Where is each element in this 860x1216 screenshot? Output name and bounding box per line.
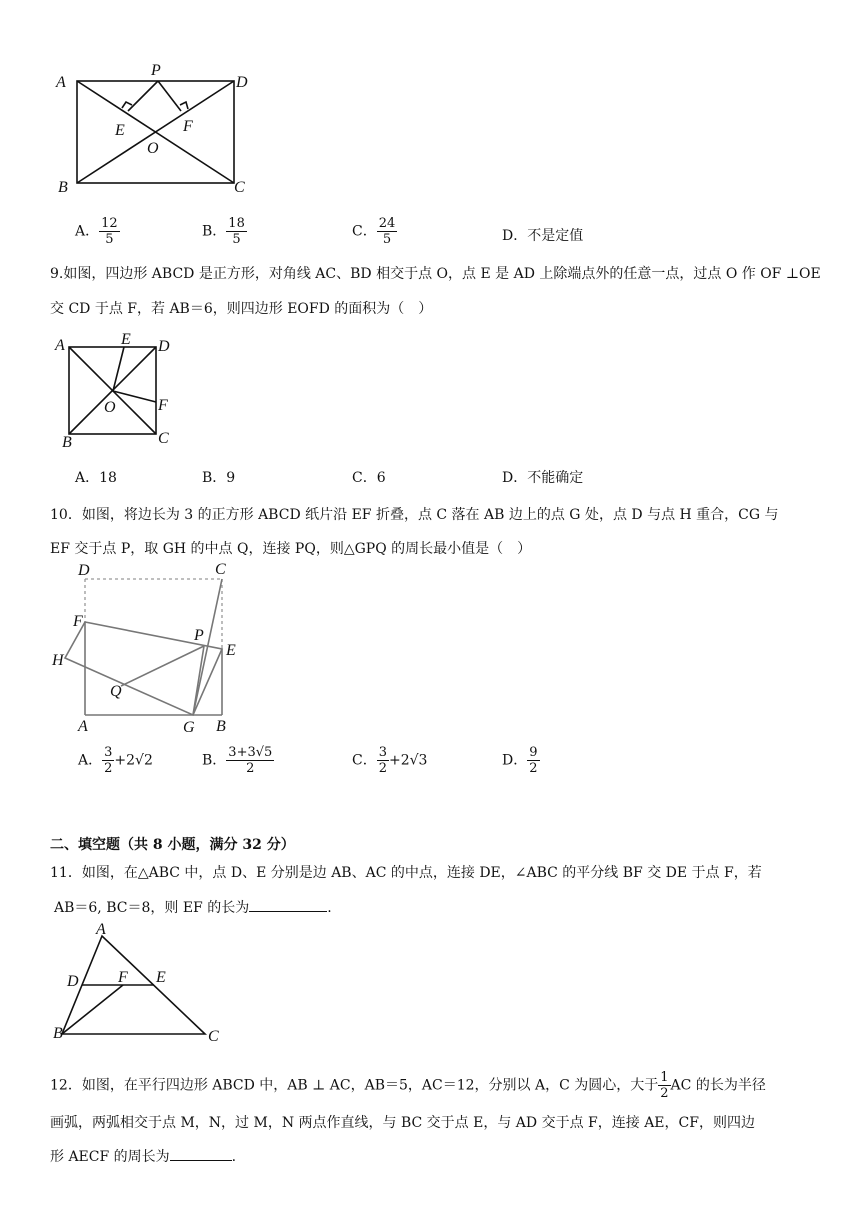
q9-label-d: D — [158, 338, 170, 355]
q9-option-d[interactable]: D．不能确定 — [502, 470, 584, 486]
q10-label-b: B — [216, 718, 226, 735]
q9-stem-line1: 9.如图，四边形 ABCD 是正方形，对角线 AC、BD 相交于点 O，点 E 是 AD 上除端点外的任意一点，过点 O 作 OF ⊥OE — [50, 266, 821, 282]
q9-option-c[interactable]: C．6 — [352, 470, 386, 486]
q10-label-f: F — [73, 613, 83, 630]
q11-stem-line2: AB＝6, BC＝8，则 EF 的长为 . — [54, 900, 332, 916]
q8-figure — [50, 55, 260, 200]
q11-label-a: A — [96, 921, 106, 938]
q8-option-d[interactable]: D．不是定值 — [502, 228, 584, 244]
q8-label-e: E — [115, 122, 125, 139]
q8-option-c[interactable]: C． $\frac{24}{5}$ — [352, 216, 396, 247]
q10-label-g: G — [183, 719, 195, 736]
q10-option-c[interactable]: C． $\frac{3}{2}$ +2√3 — [352, 745, 428, 776]
q10-option-d[interactable]: D． $\frac{9}{2}$ — [502, 745, 538, 776]
q11-label-c: C — [208, 1028, 219, 1045]
q10-stem-line2: EF 交于点 P，取 GH 的中点 Q，连接 PQ，则△GPQ 的周长最小值是（ ） — [50, 541, 532, 557]
q10-stem-line1: 10．如图，将边长为 3 的正方形 ABCD 纸片沿 EF 折叠，点 C 落在 AB 边上的点 G 处，点 D 与点 H 重合，CG 与 — [50, 507, 779, 523]
q8-label-p: P — [151, 62, 161, 79]
q10-option-b[interactable]: B． $\frac{3+3√5}{2}$ — [202, 745, 273, 776]
q9-option-b[interactable]: B．9 — [202, 470, 236, 486]
q11-answer-blank[interactable] — [249, 899, 327, 912]
q8-label-o: O — [147, 140, 159, 157]
q8-label-f: F — [183, 118, 193, 135]
q8-label-b: B — [58, 179, 68, 196]
q11-label-f: F — [118, 969, 128, 986]
q10-figure — [50, 560, 250, 740]
q11-label-e: E — [156, 969, 166, 986]
q10-label-p: P — [194, 627, 204, 644]
q12-stem-line1: 12．如图，在平行四边形 ABCD 中，AB ⊥ AC，AB＝5，AC＝12，分别以 A，C 为圆心，大于 $\frac{1}{2}$ AC 的长为半径 — [50, 1070, 766, 1101]
q12-stem-line3: 形 AECF 的周长为 . — [50, 1149, 237, 1165]
q9-label-e: E — [121, 331, 131, 348]
q9-figure — [52, 330, 192, 450]
q9-label-b: B — [62, 434, 72, 450]
q8-option-a[interactable]: A． $\frac{12}{5}$ — [75, 216, 118, 247]
q12-answer-blank[interactable] — [170, 1148, 232, 1161]
q10-label-c: C — [215, 561, 226, 578]
q9-label-a: A — [55, 337, 65, 354]
q9-label-o: O — [104, 399, 116, 416]
q10-label-q: Q — [110, 683, 122, 700]
q8-label-d: D — [236, 74, 248, 91]
q10-label-a: A — [78, 718, 88, 735]
q10-option-a[interactable]: A． $\frac{3}{2}$ +2√2 — [78, 745, 153, 776]
section-title-fill-in: 二、填空题（共 8 小题，满分 32 分） — [50, 837, 295, 853]
q11-label-b: B — [53, 1025, 63, 1042]
q8-label-c: C — [234, 179, 245, 196]
q10-label-e: E — [226, 642, 236, 659]
q11-label-d: D — [67, 973, 79, 990]
q9-option-a[interactable]: A．18 — [75, 470, 117, 486]
q8-option-b[interactable]: B． $\frac{18}{5}$ — [202, 216, 245, 247]
q10-label-d: D — [78, 562, 90, 579]
q11-stem-line1: 11．如图，在△ABC 中，点 D、E 分别是边 AB、AC 的中点，连接 DE，∠ABC 的平分线 BF 交 DE 于点 F，若 — [50, 865, 762, 881]
q12-stem-line2: 画弧，两弧相交于点 M，N，过 M，N 两点作直线，与 BC 交于点 E，与 AD 交于点 F，连接 AE，CF，则四边 — [50, 1115, 755, 1131]
q9-stem-line2: 交 CD 于点 F，若 AB＝6，则四边形 EOFD 的面积为（ ） — [50, 301, 433, 317]
q10-label-h: H — [52, 652, 64, 669]
q9-label-f: F — [158, 397, 168, 414]
q9-label-c: C — [158, 430, 169, 447]
q11-figure — [52, 918, 232, 1048]
q8-label-a: A — [56, 74, 66, 91]
